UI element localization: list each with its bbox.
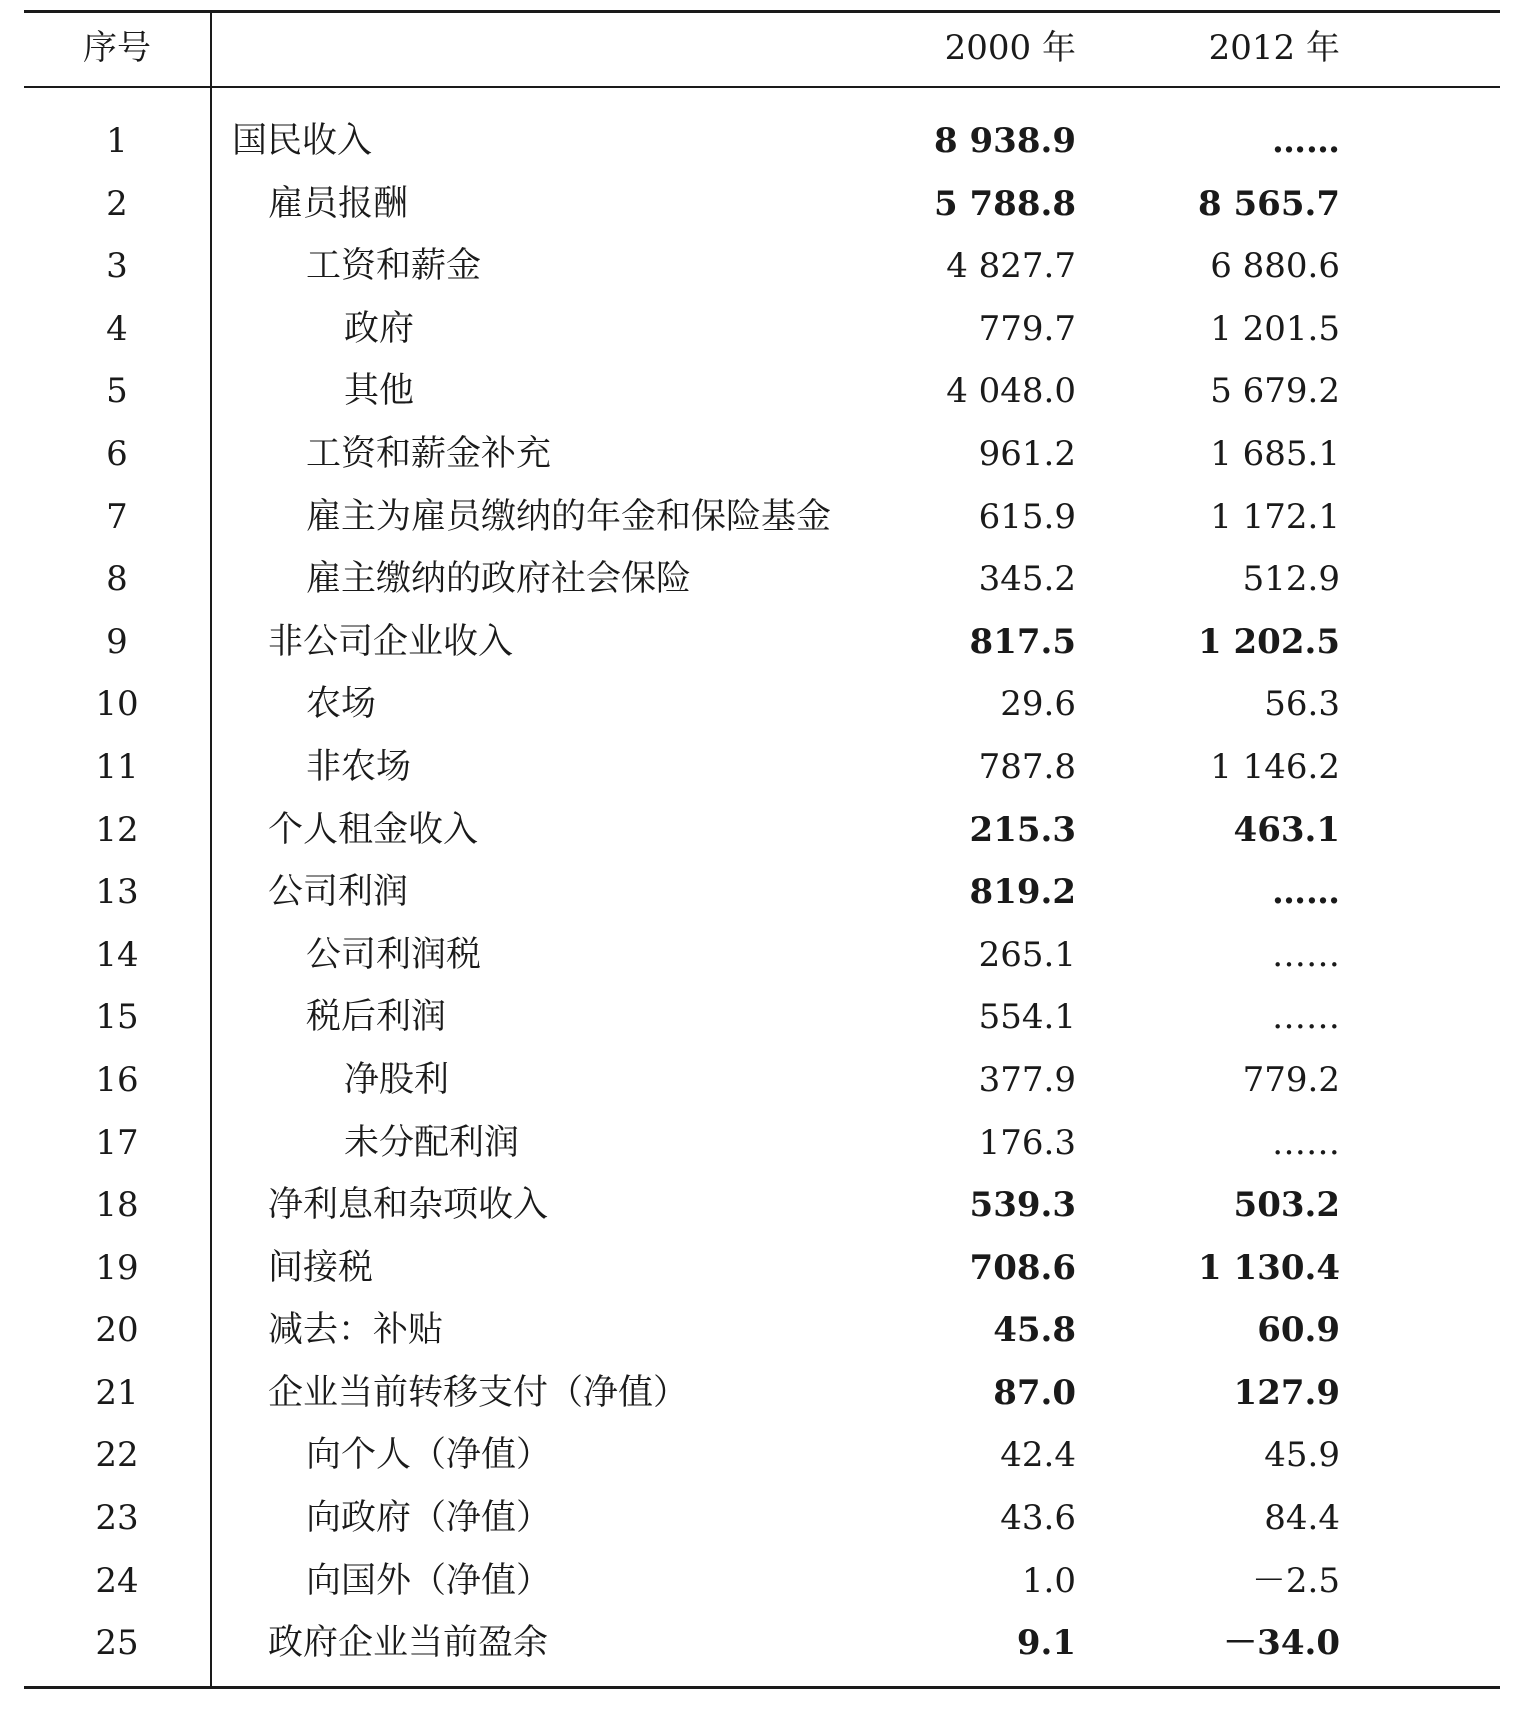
row-label: 雇员报酬 <box>268 183 409 224</box>
value-2000: 961.2 <box>978 433 1076 474</box>
value-2000: 45.8 <box>993 1310 1076 1351</box>
table-row <box>24 1237 1500 1300</box>
value-2012: 1 146.2 <box>1210 746 1340 787</box>
value-2000: 345.2 <box>978 559 1076 600</box>
value-2000: 615.9 <box>978 496 1076 537</box>
value-2012: 56.3 <box>1264 684 1340 725</box>
row-label: 工资和薪金补充 <box>306 433 552 474</box>
row-label: 企业当前转移支付（净值） <box>268 1372 689 1413</box>
value-2012: 127.9 <box>1233 1372 1340 1413</box>
value-2000: 29.6 <box>1000 684 1076 725</box>
table-row <box>24 1299 1500 1362</box>
row-seq: 24 <box>95 1560 139 1601</box>
value-2000: 1.0 <box>1021 1560 1076 1601</box>
row-label: 间接税 <box>268 1247 374 1288</box>
row-seq: 15 <box>95 997 139 1038</box>
table-row <box>24 360 1500 423</box>
value-2000: 817.5 <box>969 621 1076 662</box>
value-2012: 779.2 <box>1242 1059 1340 1100</box>
row-label: 非农场 <box>306 746 412 787</box>
row-label: 个人租金收入 <box>268 809 479 850</box>
value-2000: 4 048.0 <box>946 371 1076 412</box>
table-header <box>24 10 1500 86</box>
table-row <box>24 924 1500 987</box>
row-seq: 4 <box>106 308 128 349</box>
table-row <box>24 799 1500 862</box>
value-2000: 819.2 <box>969 872 1076 913</box>
value-2012: 8 565.7 <box>1198 183 1340 224</box>
value-2000: 215.3 <box>969 809 1076 850</box>
value-2000: 5 788.8 <box>934 183 1076 224</box>
row-label: 政府企业当前盈余 <box>268 1623 549 1664</box>
value-2012: …… <box>1272 1122 1340 1163</box>
row-label: 未分配利润 <box>344 1122 520 1163</box>
value-2000: 9.1 <box>1016 1623 1076 1664</box>
value-2000: 377.9 <box>978 1059 1076 1100</box>
row-seq: 18 <box>95 1185 139 1226</box>
row-seq: 8 <box>106 559 128 600</box>
value-2012: 1 172.1 <box>1210 496 1340 537</box>
value-2012: …… <box>1272 872 1340 913</box>
value-2012: 84.4 <box>1264 1498 1340 1539</box>
table-row <box>24 173 1500 236</box>
table-row <box>24 673 1500 736</box>
row-seq: 19 <box>95 1247 139 1288</box>
value-2012: …… <box>1272 997 1340 1038</box>
table-row <box>24 423 1500 486</box>
value-2000: 4 827.7 <box>946 246 1076 287</box>
table-row <box>24 1049 1500 1112</box>
row-seq: 16 <box>95 1059 139 1100</box>
table-row <box>24 110 1500 173</box>
table-row <box>24 1612 1500 1675</box>
row-seq: 25 <box>95 1623 139 1664</box>
row-seq: 13 <box>95 872 139 913</box>
table-row <box>24 298 1500 361</box>
value-2000: 779.7 <box>978 308 1076 349</box>
row-label: 政府 <box>344 308 415 349</box>
value-2012: 60.9 <box>1257 1310 1340 1351</box>
value-2012: …… <box>1272 934 1340 975</box>
value-2000: 554.1 <box>978 997 1076 1038</box>
row-label: 净股利 <box>344 1059 450 1100</box>
row-label: 其他 <box>344 371 415 412</box>
value-2012: 1 201.5 <box>1210 308 1340 349</box>
value-2012: …… <box>1272 121 1340 161</box>
row-label: 雇主缴纳的政府社会保险 <box>306 559 692 600</box>
row-label: 向国外（净值） <box>306 1560 552 1601</box>
header-year-2000: 2000 年 <box>944 28 1076 68</box>
row-seq: 11 <box>95 746 139 787</box>
value-2012: 45.9 <box>1264 1435 1340 1476</box>
table-body <box>24 110 1500 1675</box>
table-row <box>24 1487 1500 1550</box>
row-seq: 20 <box>95 1310 139 1351</box>
value-2012: 6 880.6 <box>1210 246 1340 287</box>
row-seq: 3 <box>106 246 128 287</box>
row-seq: 6 <box>106 433 128 474</box>
table-bottom-rule <box>24 1686 1500 1689</box>
row-label: 向政府（净值） <box>306 1498 552 1539</box>
row-seq: 22 <box>95 1435 139 1476</box>
row-seq: 14 <box>95 934 139 975</box>
value-2000: 87.0 <box>993 1372 1076 1413</box>
row-label: 雇主为雇员缴纳的年金和保险基金 <box>306 496 832 537</box>
row-seq: 9 <box>106 621 128 662</box>
row-label: 公司利润税 <box>306 934 482 975</box>
row-seq: 23 <box>95 1498 139 1539</box>
row-label: 净利息和杂项收入 <box>268 1185 549 1226</box>
value-2000: 176.3 <box>978 1122 1076 1163</box>
row-seq: 7 <box>106 496 128 537</box>
value-2000: 265.1 <box>978 934 1076 975</box>
table-row <box>24 1362 1500 1425</box>
value-2000: 42.4 <box>1000 1435 1076 1476</box>
table-row <box>24 1112 1500 1175</box>
table-row <box>24 1550 1500 1613</box>
header-year-2012: 2012 年 <box>1208 28 1340 68</box>
value-2000: 8 938.9 <box>934 121 1076 161</box>
row-seq: 1 <box>106 121 128 161</box>
value-2012: 463.1 <box>1233 809 1340 850</box>
row-label: 非公司企业收入 <box>268 621 514 662</box>
value-2012: 1 202.5 <box>1198 621 1340 662</box>
value-2012: 512.9 <box>1242 559 1340 600</box>
row-label: 工资和薪金 <box>306 246 482 287</box>
table-row <box>24 486 1500 549</box>
row-seq: 21 <box>95 1372 139 1413</box>
value-2012: 1 685.1 <box>1210 433 1340 474</box>
table-row <box>24 986 1500 1049</box>
value-2012: 503.2 <box>1233 1185 1340 1226</box>
value-2012: 5 679.2 <box>1210 371 1340 412</box>
table-row <box>24 736 1500 799</box>
table-row <box>24 861 1500 924</box>
value-2000: 539.3 <box>969 1185 1076 1226</box>
value-2000: 787.8 <box>978 746 1076 787</box>
row-label: 国民收入 <box>232 121 373 161</box>
table-header-rule <box>24 86 1500 88</box>
table-row <box>24 548 1500 611</box>
table-row <box>24 1174 1500 1237</box>
row-seq: 17 <box>95 1122 139 1163</box>
table-row <box>24 235 1500 298</box>
row-label: 税后利润 <box>306 997 447 1038</box>
value-2000: 43.6 <box>1000 1498 1076 1539</box>
table-row <box>24 611 1500 674</box>
value-2012: －34.0 <box>1223 1623 1340 1664</box>
row-seq: 2 <box>106 183 128 224</box>
row-seq: 12 <box>95 809 139 850</box>
value-2012: 1 130.4 <box>1198 1247 1340 1288</box>
row-label: 减去：补贴 <box>268 1310 444 1351</box>
row-label: 公司利润 <box>268 872 409 913</box>
row-seq: 10 <box>95 684 139 725</box>
value-2012: －2.5 <box>1251 1560 1340 1601</box>
row-label: 农场 <box>306 684 377 725</box>
header-seq: 序号 <box>83 28 151 68</box>
row-seq: 5 <box>106 371 128 412</box>
value-2000: 708.6 <box>969 1247 1076 1288</box>
table-row <box>24 1424 1500 1487</box>
row-label: 向个人（净值） <box>306 1435 552 1476</box>
